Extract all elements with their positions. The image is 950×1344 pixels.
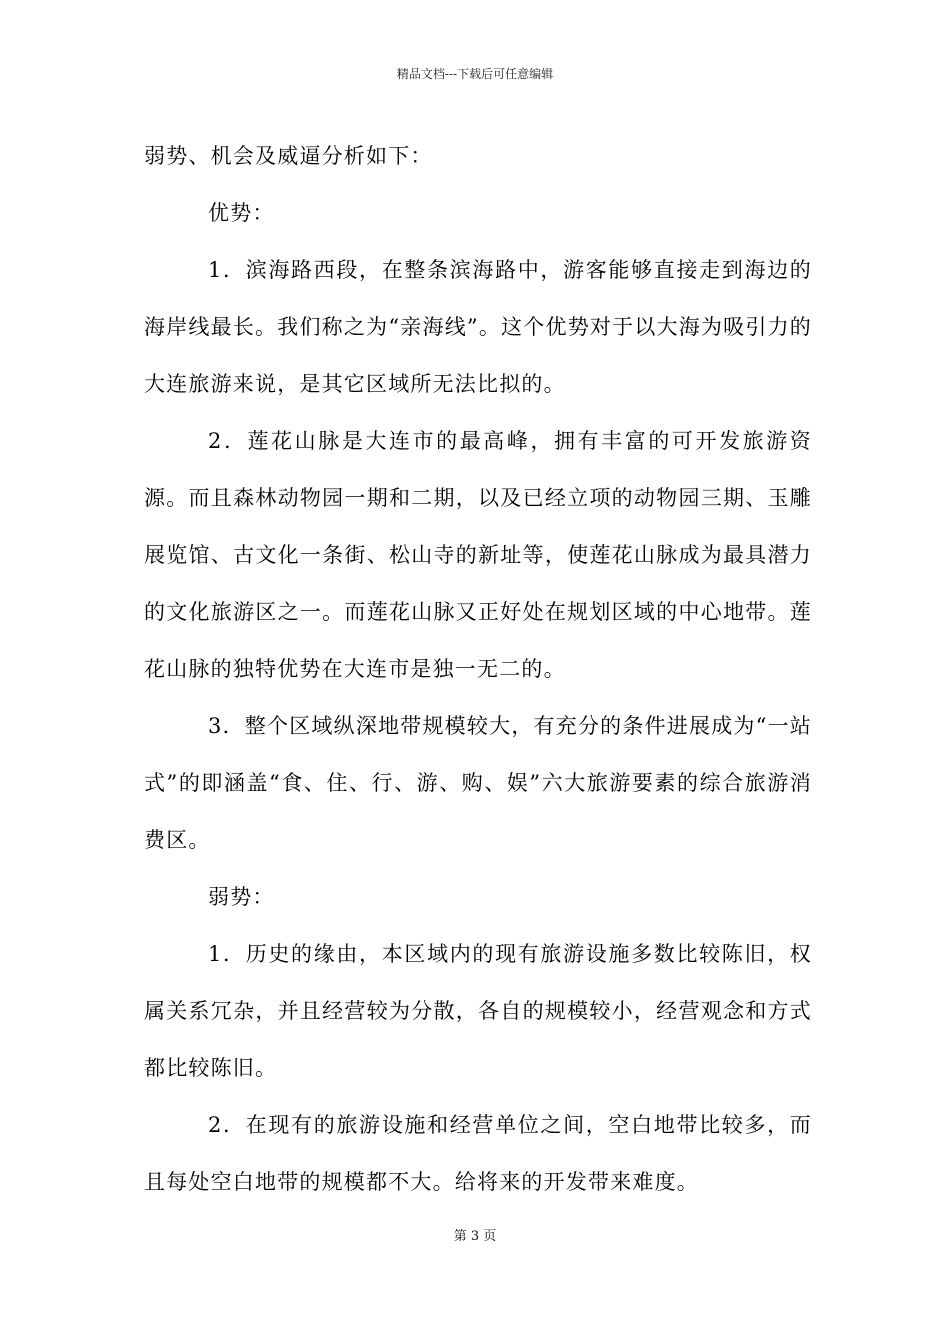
heading-strengths: 优势： xyxy=(208,201,275,225)
heading-weaknesses: 弱势： xyxy=(208,885,275,909)
paragraph-strength-2: 2．莲花山脉是大连市的最高峰，拥有丰富的可开发旅游资源。而且森林动物园一期和二期，以及已经立项的动物园三期、玉雕展览馆、古文化一条街、松山寺的新址等，使莲花山脉成为最具潜力的文化旅游区之一。而莲花山脉又正好处在规划区域的中心地带。莲花山脉的独特优势在大连市是独一无二的。 xyxy=(144,429,812,681)
paragraph-intro: 弱势、机会及威逼分析如下： xyxy=(144,144,433,168)
paragraph-strength-3: 3．整个区域纵深地带规模较大，有充分的条件进展成为“一站式”的即涵盖“食、住、行、游、购、娱”六大旅游要素的综合旅游消费区。 xyxy=(144,714,812,852)
document-body xyxy=(144,128,812,1211)
paragraph-weakness-2: 2．在现有的旅游设施和经营单位之间，空白地带比较多，而且每处空白地带的规模都不大。给将来的开发带来难度。 xyxy=(144,1113,812,1194)
paragraph-weakness-1: 1．历史的缘由，本区域内的现有旅游设施多数比较陈旧，权属关系冗杂，并且经营较为分散，各自的规模较小，经营观念和方式都比较陈旧。 xyxy=(144,942,812,1080)
page-number: 第 3 页 xyxy=(453,1229,497,1244)
page-header: 精品文档---下载后可任意编辑 xyxy=(396,67,554,81)
paragraph-strength-1: 1．滨海路西段，在整条滨海路中，游客能够直接走到海边的海岸线最长。我们称之为“亲海线”。这个优势对于以大海为吸引力的大连旅游来说，是其它区域所无法比拟的。 xyxy=(144,258,812,396)
